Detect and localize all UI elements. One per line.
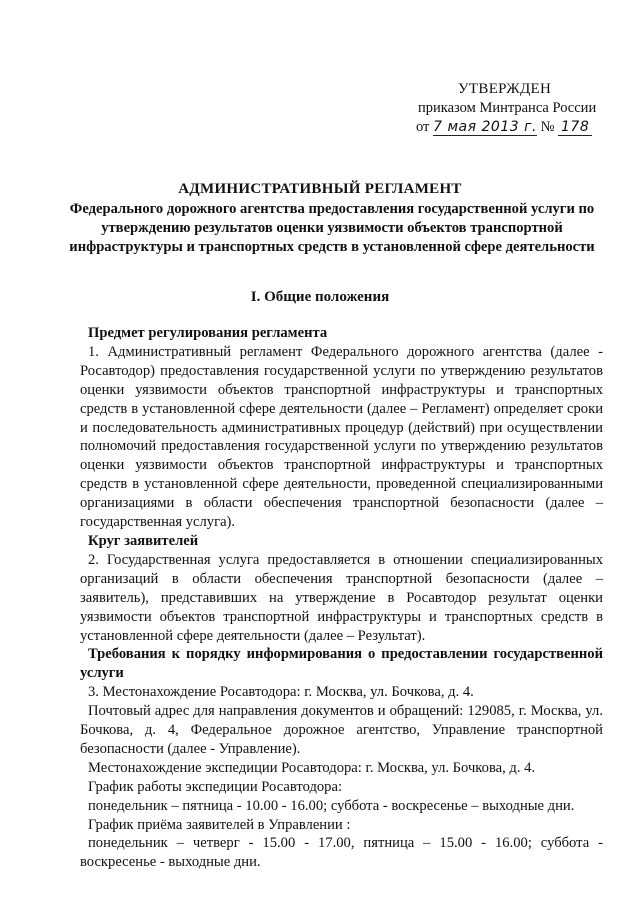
heading-requirements: Требования к порядку информирования о предоставлении государственной услуги (80, 646, 603, 682)
heading-subject: Предмет регулирования регламента (88, 325, 328, 341)
paragraph-3: 3. Местонахождение Росавтодора: г. Москва, ул. Бочкова, д. 4. (88, 684, 474, 701)
paragraph-7: понедельник – пятница - 10.00 - 16.00; суббота - воскресенье – выходные дни. (88, 797, 575, 814)
document-title: АДМИНИСТРАТИВНЫЙ РЕГЛАМЕНТ (178, 181, 462, 197)
paragraph-6: График работы экспедиции Росавтодора: (88, 778, 342, 795)
heading-applicants: Круг заявителей (88, 532, 199, 549)
paragraph-2: 2. Государственная услуга предоставляется в отношении специализированных организаций в области обеспечения транспортной безопасности (далее – заявитель), представивших на утверждение в Росавтодор результат оценки уязвимости объектов транспортной инфраструктуры и транспортных средств в установленной сфере деятельности (далее – Результат). (80, 551, 603, 644)
date-prefix: от (416, 119, 430, 135)
number-prefix: № (540, 119, 555, 135)
paragraph-8: График приёма заявителей в Управлении : (88, 816, 351, 833)
paragraph-9: понедельник – четверг - 15.00 - 17.00, пятница – 15.00 - 16.00; суббота - воскресенье - выходные дни. (80, 835, 603, 871)
document-body (80, 324, 603, 872)
approval-order-line: приказом Минтранса России (418, 100, 597, 116)
handwritten-number: 178 (558, 120, 592, 136)
approval-date-line (408, 118, 608, 137)
section-title: I. Общие положения (250, 289, 390, 305)
paragraph-1: 1. Административный регламент Федерального дорожного агентства (далее - Росавтодор) предоставления государственной услуги по утверждению результатов оценки уязвимости объектов транспортной инфраструктуры и транспортных средств в установленной сфере деятельности (далее – Регламент) определяет сроки и последовательность административных процедур (действий) при осуществлении полномочий предоставления государственной услуги по утверждению результатов оценки уязвимости объектов транспортной инфраструктуры и транспортных средств в установленной сфере деятельности, проведенной специализированными организациями в области обеспечения транспортной безопасности (далее – государственная услуга). (80, 343, 603, 531)
document-subtitle: Федерального дорожного агентства предоставления государственной услуги по утверждению результатов оценки уязвимости объектов транспортной инфраструктуры и транспортных средств в установленной сфере деятельности (69, 201, 595, 255)
paragraph-4: Почтовый адрес для направления документов и обращений: 129085, г. Москва, ул. Бочкова, д. 4, Федеральное дорожное агентство, Управление транспортной безопасности (далее - Управление). (80, 703, 603, 757)
paragraph-5: Местонахождение экспедиции Росавтодора: г. Москва, ул. Бочкова, д. 4. (88, 759, 536, 776)
approval-title: УТВЕРЖДЕН (458, 81, 552, 97)
approval-block (408, 80, 608, 137)
handwritten-date: 7 мая 2013 г. (433, 119, 537, 135)
